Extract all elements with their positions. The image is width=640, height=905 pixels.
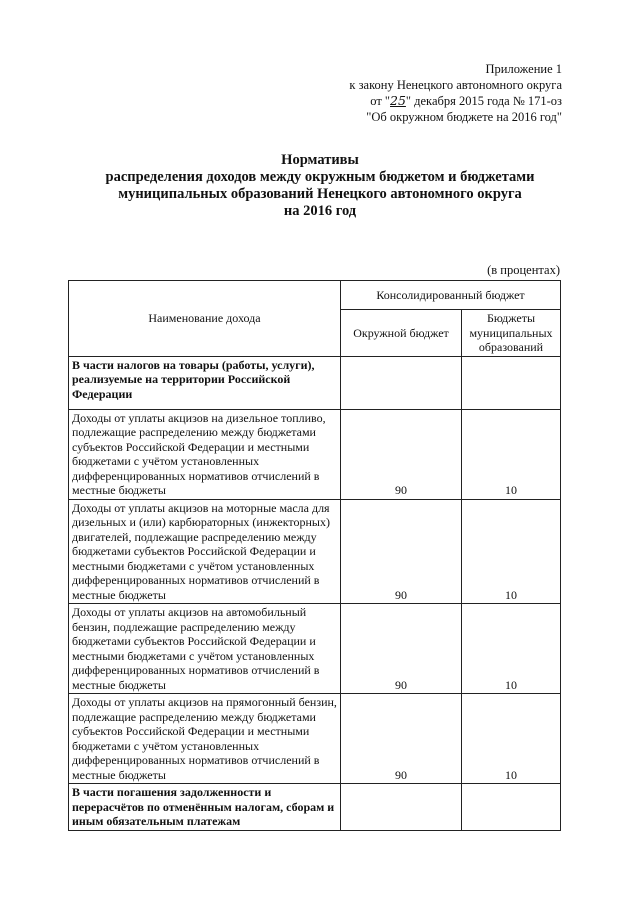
table-row [69,356,561,409]
row-name: Доходы от уплаты акцизов на прямогонный бензин, подлежащие распределению между бюджетами субъектов Российской Федерации и местными бюджетами с учётом установленных дифференцированных нормативов отчислений в местные бюджеты [69,694,341,784]
row-municipal-value [462,784,561,831]
table-row [69,499,561,604]
header-okrug-budget: Окружной бюджет [341,310,462,357]
row-municipal-value [462,356,561,409]
row-municipal-value: 10 [462,604,561,694]
header-consolidated: Консолидированный бюджет [341,281,561,310]
title-line-3: муниципальных образований Ненецкого автономного округа [118,186,522,202]
table-row [69,694,561,784]
revenue-table [68,280,561,831]
title-line-2: распределения доходов между окружным бюджетом и бюджетами [105,169,535,185]
row-municipal-value: 10 [462,409,561,499]
row-okrug-value [341,356,462,409]
units-note: (в процентах) [487,263,560,277]
appendix-date-day: 25 [390,93,406,108]
row-okrug-value [341,784,462,831]
row-municipal-value: 10 [462,694,561,784]
header-municipal-budgets: Бюджеты муниципальных образований [462,310,561,357]
row-municipal-value: 10 [462,499,561,604]
row-name: В части погашения задолженности и перерасчётов по отменённым налогам, сборам и иным обязательным платежам [69,784,341,831]
row-okrug-value: 90 [341,604,462,694]
appendix-number: Приложение 1 [485,62,562,76]
document-title [60,152,580,220]
title-line-1: Нормативы [281,152,359,168]
header-income-name: Наименование дохода [69,281,341,357]
row-name: Доходы от уплаты акцизов на автомобильный бензин, подлежащие распределению между бюджетами субъектов Российской Федерации и местными бюджетами с учётом установленных дифференцированных нормативов отчислений в местные бюджеты [69,604,341,694]
table-row [69,604,561,694]
row-okrug-value: 90 [341,409,462,499]
appendix-law: к закону Ненецкого автономного округа [349,77,562,92]
appendix-law-title: "Об окружном бюджете на 2016 год" [366,109,562,124]
table-header-row [69,281,561,310]
row-name: В части налогов на товары (работы, услуги), реализуемые на территории Российской Федерации [69,356,341,409]
row-okrug-value: 90 [341,694,462,784]
table-row [69,409,561,499]
row-okrug-value: 90 [341,499,462,604]
appendix-date-prefix: от " [370,94,391,108]
title-line-4: на 2016 год [283,203,357,219]
appendix-date-suffix: " декабря 2015 года № 171-оз [405,94,562,108]
appendix-header [349,62,562,125]
appendix-date [349,93,562,110]
row-name: Доходы от уплаты акцизов на моторные масла для дизельных и (или) карбюраторных (инжекторных) двигателей, подлежащие распределению между бюджетами субъектов Российской Федерации и местными бюджетами с учётом установленных дифференцированных нормативов отчислений в местные бюджеты [69,499,341,604]
table-row [69,784,561,831]
row-name: Доходы от уплаты акцизов на дизельное топливо, подлежащие распределению между бюджетами субъектов Российской Федерации и местными бюджетами с учётом установленных дифференцированных нормативов отчислений в местные бюджеты [69,409,341,499]
